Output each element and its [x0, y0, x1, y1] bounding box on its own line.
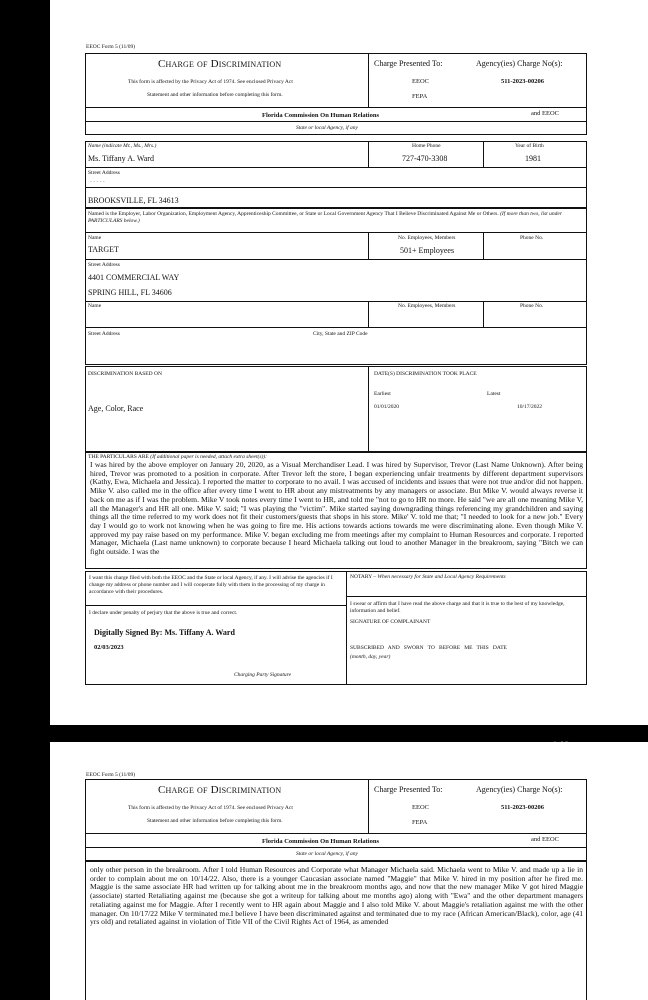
year-of-birth-label: Year of Birth [515, 143, 544, 149]
form-number: EEOC Form 5 (11/09) [86, 44, 136, 50]
swear-statement: I swear or affirm that I have read the above charge and that it is true to the best of my knowledge, information and belief. [350, 601, 565, 614]
particulars-label: THE PARTICULARS ARE (If additional paper is needed, attach extra sheet(s)): [88, 454, 267, 460]
discrimination-box [85, 366, 587, 452]
agency-name: Florida Commission On Human Relations [262, 112, 380, 119]
privacy-line-2-p2: Statement and other information before completing this form. [147, 818, 283, 824]
form-title-p2: Charge of Discrimination [158, 784, 282, 796]
agency-name-p2: Florida Commission On Human Relations [262, 838, 380, 845]
privacy-line-1: This form is affected by the Privacy Act of 1974. See enclosed Privacy Act [128, 79, 293, 85]
charge-number: 511-2023-00206 [501, 78, 544, 85]
employer-phone-label: Phone No. [520, 235, 544, 241]
employees2-label: No. Employees, Members [398, 303, 456, 309]
street-address-value: - - - - - [90, 179, 105, 185]
privacy-line-2: Statement and other information before completing this form. [147, 92, 283, 98]
complainant-city: BROOKSVILLE, FL 34613 [88, 196, 179, 205]
latest-label: Latest [487, 391, 501, 397]
employer2-street-label: Street Address [88, 331, 120, 337]
charging-party-signature-label: Charging Party Signature [234, 672, 292, 678]
form-number-p2: EEOC Form 5 (11/09) [86, 772, 136, 778]
agency-sub-label-p2: State or local Agency, if any [296, 851, 358, 857]
form-title: Charge of Discrimination [158, 58, 282, 70]
employer-name: TARGET [88, 245, 119, 254]
charge-presented-to-label: Charge Presented To: [374, 59, 443, 68]
discrimination-based-label: DISCRIMINATION BASED ON [88, 371, 162, 377]
and-eeoc: and EEOC [531, 110, 559, 117]
agency-sub-label: State or local Agency, if any [296, 125, 358, 131]
notary-label: NOTARY – When necessary for State and Local Agency Requirements [350, 574, 506, 580]
employer2-name-label: Name [88, 303, 102, 309]
employees-label: No. Employees, Members [398, 235, 456, 241]
discrimination-based-value: Age, Color, Race [88, 404, 144, 413]
home-phone: 727-470-3308 [402, 154, 448, 163]
eeoc-checkbox-label: EEOC [412, 78, 429, 85]
dates-label: DATE(S) DISCRIMINATION TOOK PLACE [374, 371, 477, 377]
year-of-birth: 1981 [525, 154, 541, 163]
agency-charge-nos-label-p2: Agency(ies) Charge No(s): [476, 785, 563, 794]
employer-city: SPRING HILL, FL 34606 [88, 288, 172, 297]
earliest-label: Earliest [374, 391, 391, 397]
employer-street: 4401 COMMERCIAL WAY [88, 273, 180, 282]
particulars-text-page2: only other person in the breakroom. After I told Human Resources and Corporate what Manager Michaela said. Michaela went to Mike V. and made up a lie in order to complain about me on 10/14/22. Also, there is a younger Caucasian associate named "Maggie" that Mike V. hired in my position after he fired me. Maggie is the same associate HR had written up for talking about me in the breakroom months ago, and now that the new manager Mike V got hired Maggie (associate) started Retaliating against me (because she got a writeup for talking about me months ago) along with "Ewa" and the other department managers retaliating against me for Maggie. After I recently went to HR again about Maggie and I also told Mike V. about Maggie's retaliation against me with the other manager. On 10/17/22 Mike V terminated me.I believe I have been discriminated against and terminated due to my race (African American/Black), color, age (41 yrs old) and retaliated against in violation of Title VII of the Civil Rights Act of 1964, as amended [90, 865, 583, 927]
charge-number-p2: 511-2023-00206 [501, 804, 544, 811]
signature-of-complainant-label: SIGNATURE OF COMPLAINANT [350, 619, 431, 625]
subscribed-line: SUBSCRIBED AND SWORN TO BEFORE ME THIS DATE [350, 645, 507, 651]
complainant-name: Ms. Tiffany A. Ward [88, 154, 154, 163]
employer-street-label: Street Address [88, 262, 120, 268]
employer2-city-label: City, State and ZIP Code [313, 331, 368, 337]
fepa-checkbox-label: FEPA [412, 93, 428, 100]
and-eeoc-p2: and EEOC [531, 836, 559, 843]
filing-text: I want this charge filed with both the EEOC and the State or local Agency, if any. I will advise the agencies if I change my address or phone number and I will cooperate fully with them in the processing of my charge in accordance with their procedures. [89, 575, 333, 595]
employees-value: 501+ Employees [400, 246, 455, 255]
earliest-date: 01/01/2020 [374, 404, 400, 410]
employer-named-text: Named is the Employer, Labor Organization, Employment Agency, Apprenticeship Committee, or State or Local Government Agency That I Believe Discriminated Against Me or Others. (If more than two, list under PARTICULARS below.) [88, 211, 562, 224]
perjury-statement: I declare under penalty of perjury that the above is true and correct. [89, 610, 238, 616]
employer2-phone-label: Phone No. [520, 303, 544, 309]
employer-name-label: Name [88, 235, 102, 241]
privacy-line-1-p2: This form is affected by the Privacy Act of 1974. See enclosed Privacy Act [128, 805, 293, 811]
fepa-label-p2: FEPA [412, 819, 428, 826]
agency-charge-nos-label: Agency(ies) Charge No(s): [476, 59, 563, 68]
month-day-year-label: (month, day, year) [350, 654, 391, 660]
home-phone-label: Home Phone [412, 143, 441, 149]
street-address-label: Street Address [88, 170, 120, 176]
latest-date: 10/17/2022 [517, 404, 543, 410]
signature-date: 02/03/2023 [94, 644, 124, 651]
particulars-text-page1: I was hired by the above employer on January 20, 2020, as a Visual Merchandiser Lead. I was hired by Supervisor, Trevor (Last Name Unknown). After being hired, Trevor was promoted to a position in corporate. After Trevor left the store, I began experiencing unfair treatments by different department supervisors (Kathy, Ewa, Michaela and Jessica). I reported the matter to corporate to no avail. I was accused of incidents and issues that were not true and/or did not happen. Mike V. also called me in the office after every time I went to HR about any mistreatments by any managers or associate. But Mike V. would always reverse it back on me as if I was the problem. Mike V took notes every time I went to HR, and told me "not to go to HR no more. He said "we are all one meaning Mike V, all the Manager's and HR all one. Mike V. said; "I was playing the "victim". Mike started saying downgrading things referencing my grandchildren and saying things all the time referred to my work does not fit their customers/guests that shops in his store. Mike' V. told me that; "I needed to look for a new job." Every day I would go to work not knowing when he was going to fire me. His actions towards actions towards me were discriminating alone. Even though Mike V. approved my pay raise based on my performance. Mike V. began excluding me from meetings after my complaint to Human Resources and corporate. I reported Manager, Michaela (Last name unknown) to corporate because I heard Michaela talking out loud to another Manager in the breakroom, saying "Bitch we can fight outside. I was the [90, 461, 583, 557]
document-page-1 [50, 0, 648, 725]
name-label: Name (indicate Mr., Ms., Mrs.) [88, 143, 157, 149]
digital-signature: Digitally Signed By: Ms. Tiffany A. Ward [94, 628, 235, 637]
charge-presented-to-label-p2: Charge Presented To: [374, 785, 443, 794]
document-page-2 [50, 742, 648, 1000]
eeoc-label-p2: EEOC [412, 804, 429, 811]
